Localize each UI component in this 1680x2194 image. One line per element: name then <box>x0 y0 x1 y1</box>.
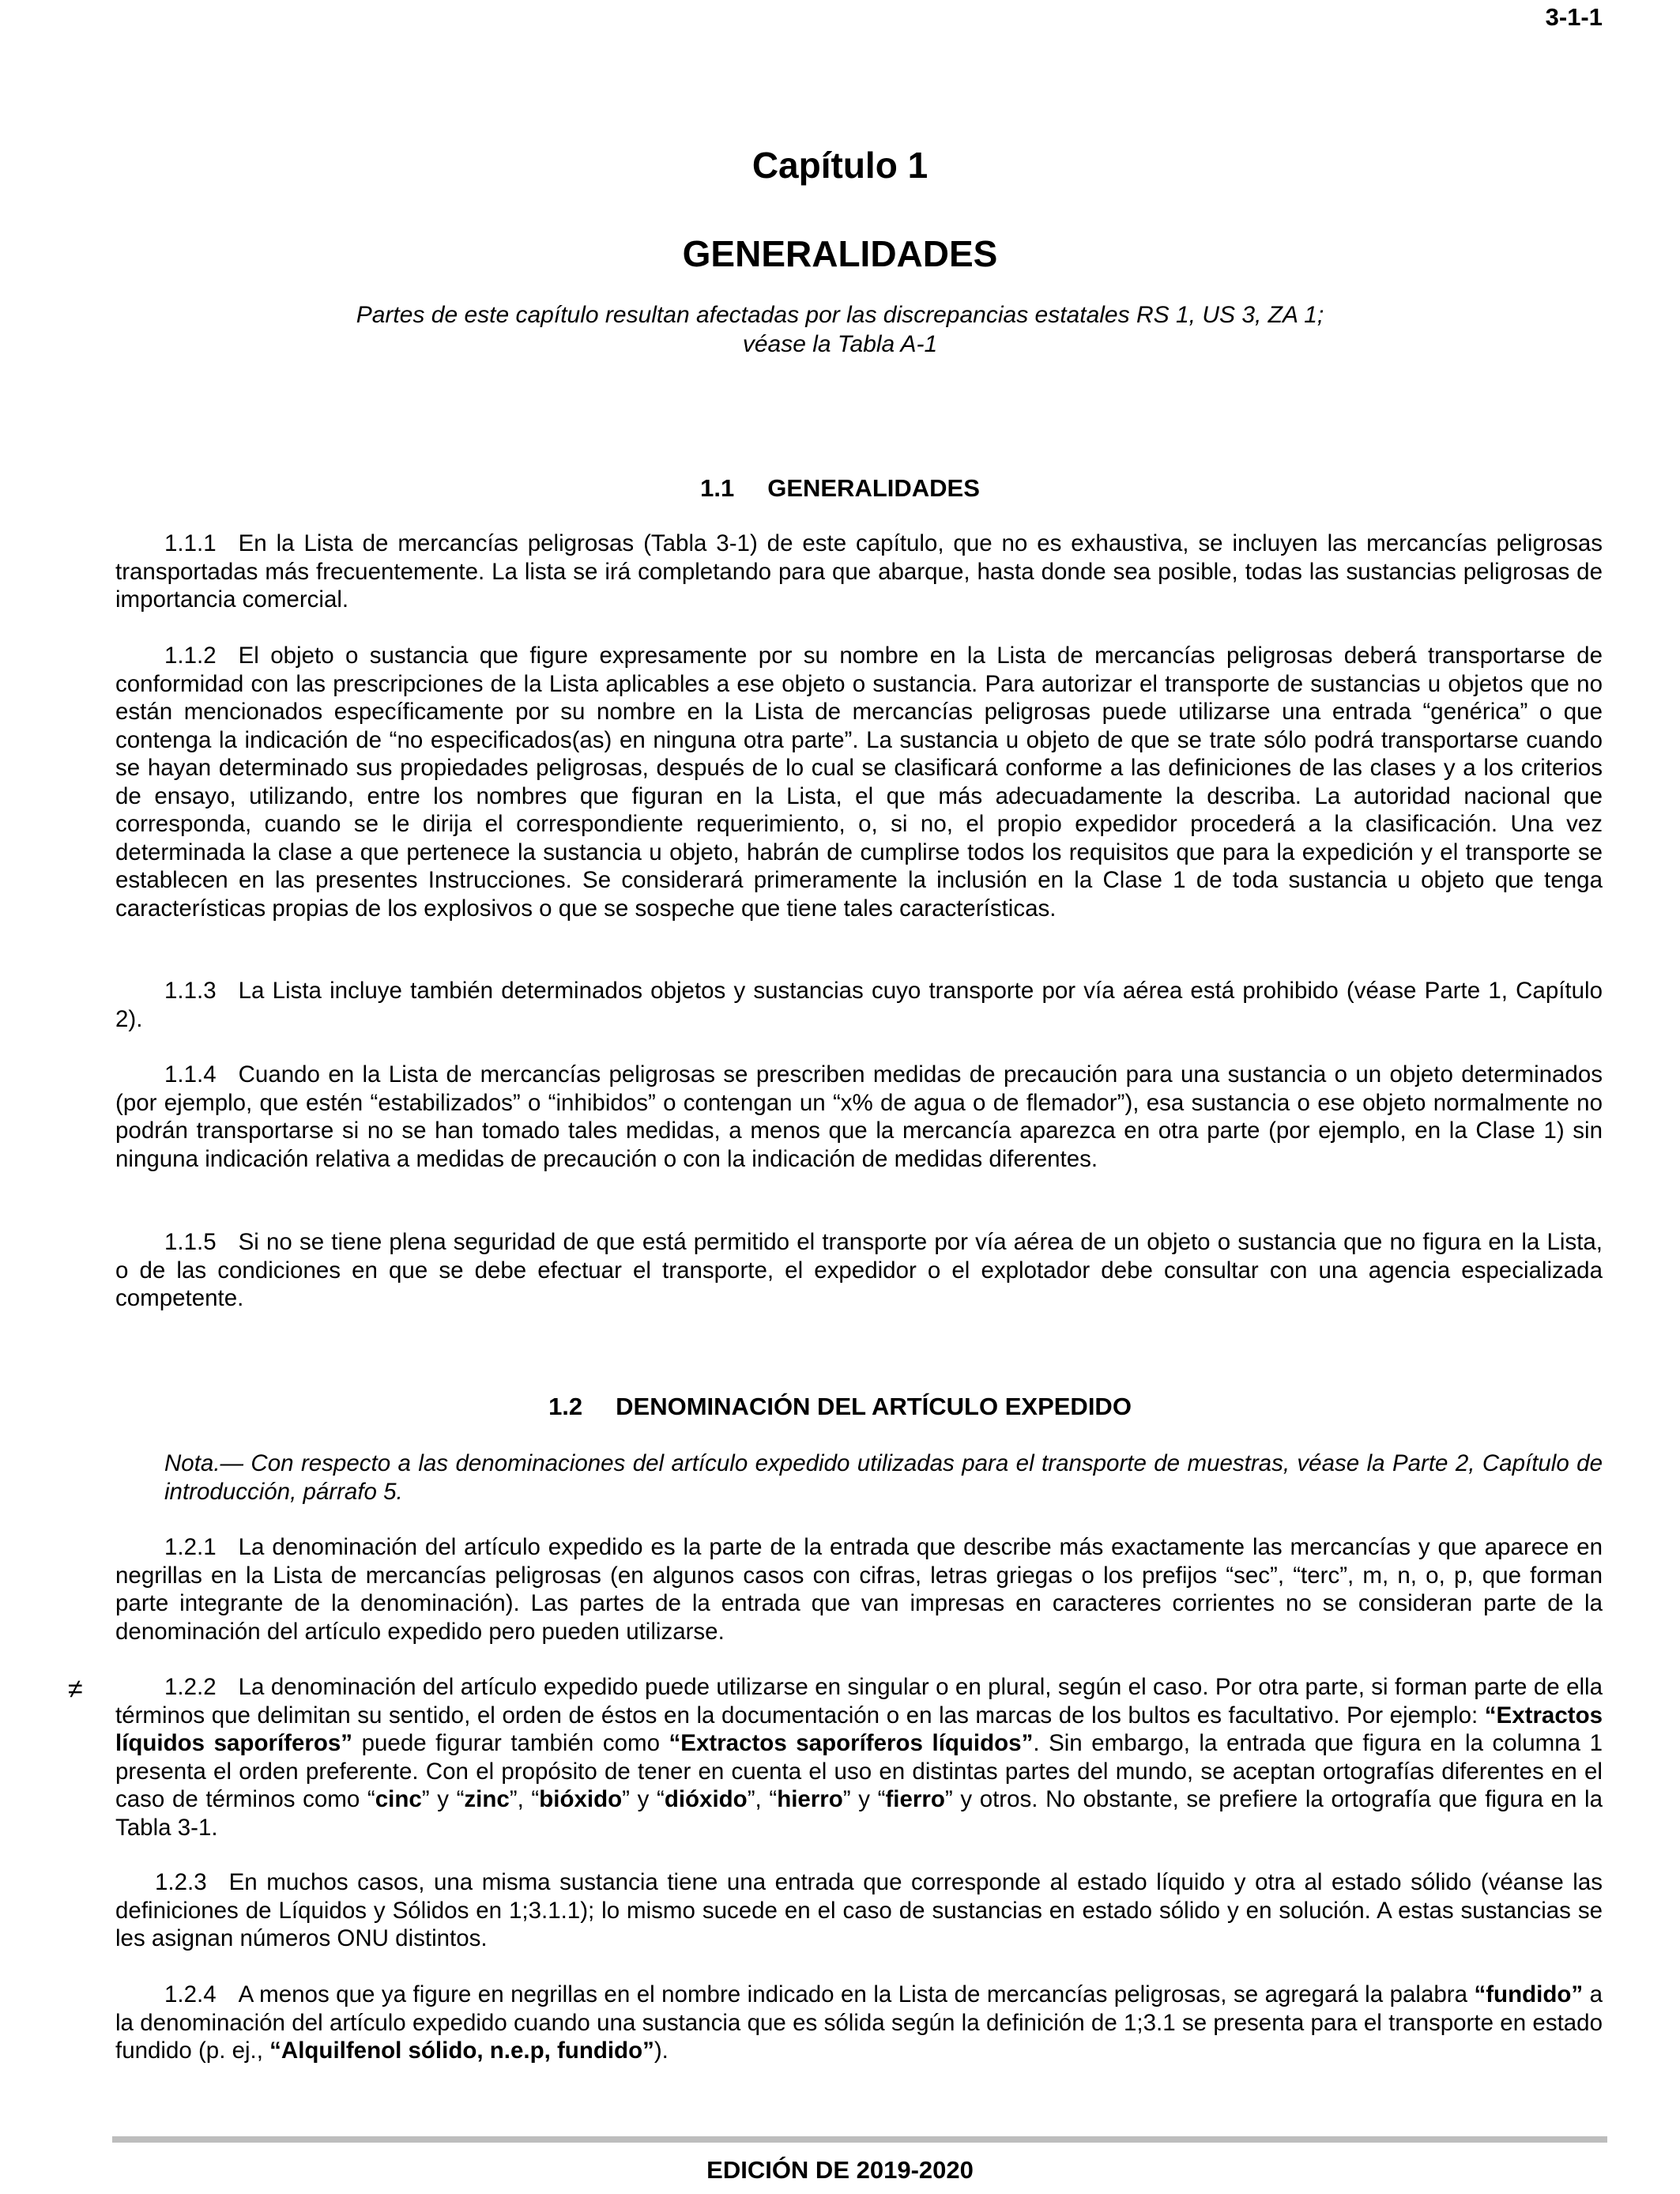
paragraph-text-run: A menos que ya figure en negrillas en el nombre indicado en la Lista de mercancías peligrosas, se agregará la palabra <box>238 1981 1475 2007</box>
section-title: DENOMINACIÓN DEL ARTÍCULO EXPEDIDO <box>616 1393 1132 1420</box>
paragraph-text-run: ). <box>654 2038 669 2064</box>
paragraph-1-1-5 <box>115 1228 1603 1313</box>
footer-rule <box>112 2136 1607 2143</box>
paragraph-number: 1.1.1 <box>164 530 217 556</box>
section-title: GENERALIDADES <box>767 474 980 502</box>
chapter-title: GENERALIDADES <box>682 233 998 274</box>
paragraph-number: 1.1.5 <box>164 1229 217 1255</box>
paragraph-text: Cuando en la Lista de mercancías peligrosas se prescriben medidas de precaución para una sustancia o un objeto determinados (por ejemplo, que estén “estabilizados” o “inhibidos” o contengan un “x% de agua o de flemador”), esa sustancia o ese objeto normalmente no podrán transportarse si no se han tomado tales medidas, a menos que la mercancía aparezca en otra parte (por ejemplo, en la Clase 1) sin ninguna indicación relativa a medidas de precaución o con la indicación de medidas diferentes. <box>115 1061 1603 1172</box>
paragraph-text: El objeto o sustancia que figure expresamente por su nombre en la Lista de mercancías peligrosas deberá transportarse de conformidad con las prescripciones de la Lista aplicables a ese objeto o sustancia. Para autorizar el transporte de sustancias u objetos que no están mencionados específicamente por su nombre en la Lista de mercancías peligrosas puede utilizarse una entrada “genérica” o que contenga la indicación de “no especificados(as) en ninguna otra parte”. La sustancia u objeto de que se trate sólo podrá transportarse cuando se hayan determinado sus propiedades peligrosas, después de lo cual se clasificará conforme a las definiciones de las clases y a los criterios de ensayo, utilizando, entre los nombres que figuran en la Lista, el que más adecuadamente la describa. La autoridad nacional que corresponda, cuando se le dirija el correspondiente requerimiento, o, si no, el propio expedidor procederá a la clasificación. Una vez determinada la clase a que pertenece la sustancia u objeto, habrán de cumplirse todos los requisitos que para la expedición y el transporte se establecen en las presentes Instrucciones. Se considerará primeramente la inclusión en la Clase 1 de toda sustancia u objeto que tenga características propias de los explosivos o que se sospeche que tiene tales características. <box>115 643 1603 922</box>
bold-term: hierro <box>777 1786 843 1812</box>
paragraph-text-run: puede figurar también como <box>352 1730 669 1756</box>
change-mark: ≠ <box>68 1674 83 1704</box>
paragraph-number: 1.2.4 <box>164 1981 217 2007</box>
footer-edition: EDICIÓN DE 2019-2020 <box>706 2156 974 2184</box>
paragraph-text: La Lista incluye también determinados objetos y sustancias cuyo transporte por vía aérea está prohibido (véase Parte 1, Capítulo 2). <box>115 978 1603 1032</box>
paragraph-number: 1.2.1 <box>164 1534 217 1560</box>
paragraph-text: En muchos casos, una misma sustancia tiene una entrada que corresponde al estado líquido y otra al estado sólido (véanse las definiciones de Líquidos y Sólidos en 1;3.1.1); lo mismo sucede en el caso de sustancias en estado sólido y en solución. A estas sustancias se les asignan números ONU distintos. <box>115 1869 1603 1951</box>
paragraph-1-2-4 <box>115 1981 1603 2065</box>
paragraph-text: Si no se tiene plena seguridad de que está permitido el transporte por vía aérea de un objeto o sustancia que no figura en la Lista, o de las condiciones en que se debe efectuar el transporte, el expedidor o el explotador debe consultar con una agencia especializada competente. <box>115 1229 1603 1311</box>
paragraph-text-run: ”, “ <box>747 1786 778 1812</box>
bold-term: “Extractos saporíferos líquidos” <box>669 1730 1034 1756</box>
bold-term: cinc <box>375 1786 422 1812</box>
bold-term: fierro <box>885 1786 945 1812</box>
bold-term: “fundido” <box>1474 1981 1584 2007</box>
paragraph-1-1-1 <box>115 530 1603 614</box>
bold-term: “Alquilfenol sólido, n.e.p, fundido” <box>269 2038 654 2064</box>
paragraph-number: 1.2.2 <box>164 1674 217 1700</box>
paragraph-text-run: ” y otros. No obstante, se prefiere la ortografía que figura en la Tabla 3-1. <box>115 1786 1603 1841</box>
paragraph-1-1-3 <box>115 977 1603 1033</box>
discrepancy-note-line-1: Partes de este capítulo resultan afectadas por las discrepancias estatales RS 1, US 3, ZA 1; <box>356 302 1324 328</box>
paragraph-text-run: ” y “ <box>622 1786 665 1812</box>
paragraph-number: 1.1.3 <box>164 978 217 1004</box>
paragraph-text: En la Lista de mercancías peligrosas (Tabla 3-1) de este capítulo, que no es exhaustiva, se incluyen las mercancías peligrosas transportadas más frecuentemente. La lista se irá completando para que abarque, hasta donde sea posible, todas las sustancias peligrosas de importancia comercial. <box>115 530 1603 613</box>
note-1-2 <box>115 1449 1603 1506</box>
paragraph-1-1-4 <box>115 1061 1603 1173</box>
paragraph-text-run: a la denominación del artículo expedido cuando una sustancia que es sólida según la definición de 1;3.1 se presenta para el transporte en estado fundido (p. ej., <box>115 1981 1603 2064</box>
page-number: 3-1-1 <box>1545 3 1603 31</box>
paragraph-text-run: ” y “ <box>421 1786 465 1812</box>
bold-term: “Extractos líquidos saporíferos” <box>115 1702 1603 1756</box>
bold-term: zinc <box>464 1786 510 1812</box>
paragraph-text-run: ”, “ <box>509 1786 540 1812</box>
paragraph-number: 1.1.2 <box>164 643 217 669</box>
note-text: Nota.— Con respecto a las denominaciones del artículo expedido utilizadas para el transporte de muestras, véase la Parte 2, Capítulo de introducción, párrafo 5. <box>164 1450 1603 1505</box>
discrepancy-note <box>237 300 1443 359</box>
paragraph-1-1-2 <box>115 642 1603 922</box>
paragraph-number: 1.1.4 <box>164 1061 217 1088</box>
paragraph-text-run: La denominación del artículo expedido puede utilizarse en singular o en plural, según el caso. Por otra parte, si forman parte de ella términos que delimitan su sentido, el orden de éstos en la documentación o en las marcas de los bultos es facultativo. Por ejemplo: <box>115 1674 1603 1728</box>
paragraph-1-2-2 <box>115 1673 1603 1842</box>
paragraph-text-run: ” y “ <box>842 1786 886 1812</box>
discrepancy-note-line-2: véase la Tabla A-1 <box>742 331 938 357</box>
paragraph-text-run: . Sin embargo, la entrada que figura en la columna 1 presenta el orden preferente. Con el propósito de tener en cuenta el uso en distintas partes del mundo, se aceptan ortografías diferentes en el caso de términos como “ <box>115 1730 1603 1812</box>
chapter-label: Capítulo 1 <box>751 145 929 186</box>
paragraph-1-2-1 <box>115 1533 1603 1646</box>
paragraph-text: La denominación del artículo expedido es la parte de la entrada que describe más exactamente las mercancías y que aparece en negrillas en la Lista de mercancías peligrosas (en algunos casos con cifras, letras griegas o los prefijos “sec”, “terc”, m, n, o, p, que forman parte integrante de la denominación). Las partes de la entrada que van impresas en caracteres corrientes no se consideran parte de la denominación del artículo expedido pero pueden utilizarse. <box>115 1534 1603 1645</box>
section-number: 1.2 <box>548 1393 583 1420</box>
bold-term: bióxido <box>539 1786 623 1812</box>
bold-term: dióxido <box>664 1786 748 1812</box>
section-heading-1-2 <box>0 1393 1680 1421</box>
section-heading-1-1 <box>0 474 1680 503</box>
section-number: 1.1 <box>700 474 735 502</box>
paragraph-1-2-3 <box>115 1868 1603 1953</box>
paragraph-number: 1.2.3 <box>155 1869 207 1895</box>
